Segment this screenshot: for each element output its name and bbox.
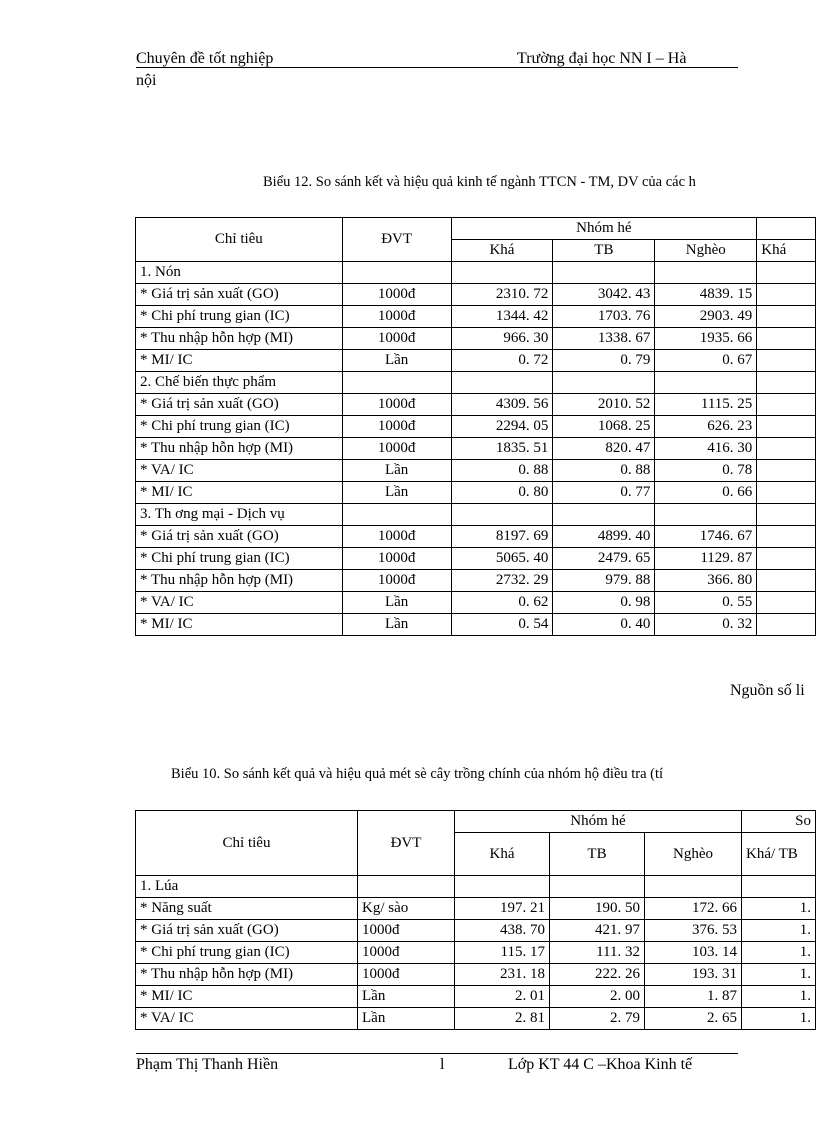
- table10-row-label: * Giá trị sản xuất (GO): [136, 920, 358, 942]
- table12-row-ngheo: 0. 66: [655, 482, 757, 504]
- table12-source: Nguồn số li: [730, 682, 805, 699]
- table12-head-dvt: ĐVT: [342, 218, 451, 262]
- table12-row-tb: [553, 262, 655, 284]
- table12-caption: Biểu 12. So sánh kết và hiệu quả kinh tế ngành TTCN - TM, DV của các h: [263, 174, 696, 190]
- table12-row-ngheo: 0. 32: [655, 614, 757, 636]
- table10-row: [136, 964, 816, 986]
- table12-row: [136, 570, 816, 592]
- table10-row-ngheo: 193. 31: [645, 964, 742, 986]
- table12-row-ngheo: 0. 67: [655, 350, 757, 372]
- table12: [135, 217, 816, 636]
- table12-row-kha: 1835. 51: [451, 438, 553, 460]
- table10-row-kha: 438. 70: [455, 920, 550, 942]
- table12-row-extra: [757, 614, 816, 636]
- footer-class: Lớp KT 44 C –Khoa Kinh tế: [508, 1056, 693, 1073]
- footer-rule: [136, 1053, 738, 1054]
- table10-row-unit: [358, 876, 455, 898]
- table12-row-label: * Giá trị sản xuất (GO): [136, 394, 343, 416]
- table12-row-ngheo: 626. 23: [655, 416, 757, 438]
- table10-row-unit: 1000đ: [358, 942, 455, 964]
- table10-row-ngheo: 376. 53: [645, 920, 742, 942]
- table12-row-kha: [451, 504, 553, 526]
- table12-row-ngheo: 1935. 66: [655, 328, 757, 350]
- table12-row-label: 1. Nón: [136, 262, 343, 284]
- table12-row-extra: [757, 592, 816, 614]
- table10-row-kha: 2. 81: [455, 1008, 550, 1030]
- table12-row-tb: 979. 88: [553, 570, 655, 592]
- footer-author: Phạm Thị Thanh Hiền: [136, 1056, 279, 1073]
- table10-head-ngheo: Nghèo: [645, 833, 742, 876]
- table12-row-kha: 2732. 29: [451, 570, 553, 592]
- table10-row-label: * VA/ IC: [136, 1008, 358, 1030]
- table10-head-tb: TB: [550, 833, 645, 876]
- table12-row: [136, 284, 816, 306]
- header-right-continued: nội: [136, 72, 157, 89]
- table10-row-extra: 1.: [742, 920, 816, 942]
- table10-row: [136, 986, 816, 1008]
- table12-row-kha: 5065. 40: [451, 548, 553, 570]
- table12-row-unit: Lần: [342, 482, 451, 504]
- table12-row-kha: 966. 30: [451, 328, 553, 350]
- header-left: Chuyên đề tốt nghiệp: [136, 50, 274, 67]
- table12-row-kha: [451, 262, 553, 284]
- table12-row-unit: 1000đ: [342, 328, 451, 350]
- table10-row: [136, 898, 816, 920]
- table12-row-ngheo: 1129. 87: [655, 548, 757, 570]
- table12-row-tb: 2479. 65: [553, 548, 655, 570]
- table12-row-unit: Lần: [342, 460, 451, 482]
- table12-row-kha: 2310. 72: [451, 284, 553, 306]
- table12-row-kha: 0. 62: [451, 592, 553, 614]
- table12-row-extra: [757, 262, 816, 284]
- header-rule: [136, 67, 738, 68]
- table10-row-kha: [455, 876, 550, 898]
- table10-row-label: * Chi phí trung gian (IC): [136, 942, 358, 964]
- table10-head-chitieu: Chỉ tiêu: [136, 811, 358, 876]
- table10-row-unit: Lần: [358, 1008, 455, 1030]
- table10-row-ngheo: 172. 66: [645, 898, 742, 920]
- table12-row-tb: 0. 40: [553, 614, 655, 636]
- table10-row-extra: 1.: [742, 898, 816, 920]
- table12-row-label: * MI/ IC: [136, 350, 343, 372]
- table12-row: [136, 416, 816, 438]
- table12-row-kha: [451, 372, 553, 394]
- table12-row-extra: [757, 570, 816, 592]
- table12-row: [136, 526, 816, 548]
- table12-row: [136, 548, 816, 570]
- table12-row-extra: [757, 416, 816, 438]
- table12-row-unit: [342, 504, 451, 526]
- table10-head-dvt: ĐVT: [358, 811, 455, 876]
- table12-row-label: * Chi phí trung gian (IC): [136, 416, 343, 438]
- table12-row-extra: [757, 306, 816, 328]
- table10-row-tb: [550, 876, 645, 898]
- table10-row-tb: 421. 97: [550, 920, 645, 942]
- table10-row-tb: 222. 26: [550, 964, 645, 986]
- table12-row-unit: 1000đ: [342, 416, 451, 438]
- table12-row-extra: [757, 328, 816, 350]
- table12-row-unit: 1000đ: [342, 394, 451, 416]
- table12-row: [136, 262, 816, 284]
- table10-head-kha: Khá: [455, 833, 550, 876]
- table12-row-label: 2. Chế biến thực phẩm: [136, 372, 343, 394]
- table10-row-ngheo: 1. 87: [645, 986, 742, 1008]
- table10-row-extra: 1.: [742, 986, 816, 1008]
- table10-row-kha: 115. 17: [455, 942, 550, 964]
- table12-row-ngheo: 4839. 15: [655, 284, 757, 306]
- table12-head-group: Nhóm hé: [451, 218, 757, 240]
- table12-row-unit: Lần: [342, 614, 451, 636]
- table12-row-tb: 0. 77: [553, 482, 655, 504]
- table12-row-tb: 1068. 25: [553, 416, 655, 438]
- table10-row-ngheo: 2. 65: [645, 1008, 742, 1030]
- table10-row-extra: 1.: [742, 942, 816, 964]
- table12-row-kha: 0. 54: [451, 614, 553, 636]
- table10-row-unit: Lần: [358, 986, 455, 1008]
- table10-caption: Biểu 10. So sánh kết quả và hiệu quả mét sè cây trồng chính của nhóm hộ điều tra (tí: [171, 766, 664, 782]
- table12-row-ngheo: 1115. 25: [655, 394, 757, 416]
- table12-row-ngheo: 1746. 67: [655, 526, 757, 548]
- table10-row-ngheo: 103. 14: [645, 942, 742, 964]
- table12-row-tb: 1703. 76: [553, 306, 655, 328]
- table10-row-tb: 111. 32: [550, 942, 645, 964]
- table12-row-tb: 820. 47: [553, 438, 655, 460]
- table12-row-ngheo: 0. 78: [655, 460, 757, 482]
- table12-row-tb: 1338. 67: [553, 328, 655, 350]
- table10-row-kha: 231. 18: [455, 964, 550, 986]
- table10-row-label: * Năng suất: [136, 898, 358, 920]
- table12-head-cut: Khá: [757, 240, 816, 262]
- table12-row-extra: [757, 526, 816, 548]
- table12-row-unit: 1000đ: [342, 570, 451, 592]
- table10-row-extra: [742, 876, 816, 898]
- table10-row-label: * MI/ IC: [136, 986, 358, 1008]
- table12-row-unit: [342, 372, 451, 394]
- table12-row-label: * Thu nhập hỗn hợp (MI): [136, 328, 343, 350]
- table12-row-unit: 1000đ: [342, 284, 451, 306]
- table12-row-extra: [757, 504, 816, 526]
- table12-head-cut-blank: [757, 218, 816, 240]
- table12-row-label: * MI/ IC: [136, 614, 343, 636]
- table12-row-label: * Thu nhập hỗn hợp (MI): [136, 438, 343, 460]
- table12-row-label: * Giá trị sản xuất (GO): [136, 526, 343, 548]
- table12-row-extra: [757, 460, 816, 482]
- table10-row: [136, 1008, 816, 1030]
- table12-row-unit: Lần: [342, 592, 451, 614]
- table10-row: [136, 876, 816, 898]
- table12-row-ngheo: 366. 80: [655, 570, 757, 592]
- table12-row: [136, 614, 816, 636]
- table10-row-unit: 1000đ: [358, 920, 455, 942]
- table12-row-ngheo: [655, 504, 757, 526]
- table12-row-tb: 2010. 52: [553, 394, 655, 416]
- table10-header-row: [136, 811, 816, 833]
- table12-row-kha: 2294. 05: [451, 416, 553, 438]
- table10-row-ngheo: [645, 876, 742, 898]
- table10: [135, 810, 816, 1030]
- table12-row: [136, 306, 816, 328]
- table12-row-extra: [757, 372, 816, 394]
- table10-row: [136, 942, 816, 964]
- table12-row: [136, 460, 816, 482]
- table10-row-tb: 2. 00: [550, 986, 645, 1008]
- table12-row-label: 3. Th ơng mại - Dịch vụ: [136, 504, 343, 526]
- table12-row-extra: [757, 350, 816, 372]
- table12-row-extra: [757, 482, 816, 504]
- table10-row-label: 1. Lúa: [136, 876, 358, 898]
- table12-row-unit: 1000đ: [342, 438, 451, 460]
- table12-row-label: * VA/ IC: [136, 592, 343, 614]
- table12-row-kha: 0. 80: [451, 482, 553, 504]
- table12-row-extra: [757, 284, 816, 306]
- table10-row-unit: Kg/ sào: [358, 898, 455, 920]
- table12-row-kha: 0. 88: [451, 460, 553, 482]
- footer-page-number: l: [440, 1056, 445, 1073]
- table10-head-cut: Khá/ TB: [742, 833, 816, 876]
- table12-row: [136, 592, 816, 614]
- header-right: Trường đại học NN I – Hà: [517, 50, 687, 67]
- table12-row-tb: [553, 504, 655, 526]
- table12-header-row: [136, 218, 816, 240]
- table12-row-extra: [757, 394, 816, 416]
- table12-row-label: * Thu nhập hỗn hợp (MI): [136, 570, 343, 592]
- table12-row-tb: 0. 88: [553, 460, 655, 482]
- table10-row-kha: 197. 21: [455, 898, 550, 920]
- table12-row-unit: [342, 262, 451, 284]
- table12-row-tb: 0. 98: [553, 592, 655, 614]
- table12-row: [136, 328, 816, 350]
- table12-row-label: * Chi phí trung gian (IC): [136, 306, 343, 328]
- table12-row: [136, 394, 816, 416]
- table12-row-tb: [553, 372, 655, 394]
- table12-row: [136, 438, 816, 460]
- table12-row-tb: 4899. 40: [553, 526, 655, 548]
- table10-head-cut-group: So: [742, 811, 816, 833]
- table12-row: [136, 372, 816, 394]
- table12-row: [136, 504, 816, 526]
- table12-row-extra: [757, 548, 816, 570]
- table12-row-extra: [757, 438, 816, 460]
- table12-head-tb: TB: [553, 240, 655, 262]
- table10-row-unit: 1000đ: [358, 964, 455, 986]
- table12-row-ngheo: 0. 55: [655, 592, 757, 614]
- table12-row-unit: Lần: [342, 350, 451, 372]
- table12-row-ngheo: 2903. 49: [655, 306, 757, 328]
- table12-row-unit: 1000đ: [342, 548, 451, 570]
- table12-row-kha: 8197. 69: [451, 526, 553, 548]
- table12-head-ngheo: Nghèo: [655, 240, 757, 262]
- table12-row: [136, 350, 816, 372]
- table10-row-kha: 2. 01: [455, 986, 550, 1008]
- table12-row-kha: 0. 72: [451, 350, 553, 372]
- table12-row-ngheo: [655, 262, 757, 284]
- table12-row-unit: 1000đ: [342, 526, 451, 548]
- table10-row-label: * Thu nhập hỗn hợp (MI): [136, 964, 358, 986]
- table12-row-tb: 3042. 43: [553, 284, 655, 306]
- table12-row-label: * Giá trị sản xuất (GO): [136, 284, 343, 306]
- table10-row-tb: 2. 79: [550, 1008, 645, 1030]
- table12-row-ngheo: 416. 30: [655, 438, 757, 460]
- table10-row-extra: 1.: [742, 1008, 816, 1030]
- table10-row: [136, 920, 816, 942]
- table12-row-label: * Chi phí trung gian (IC): [136, 548, 343, 570]
- table12-row-ngheo: [655, 372, 757, 394]
- table12-row-kha: 4309. 56: [451, 394, 553, 416]
- table10-head-group: Nhóm hé: [455, 811, 742, 833]
- table12-head-chitieu: Chỉ tiêu: [136, 218, 343, 262]
- table12-row-tb: 0. 79: [553, 350, 655, 372]
- table12-head-kha: Khá: [451, 240, 553, 262]
- table12-row-kha: 1344. 42: [451, 306, 553, 328]
- table10-row-tb: 190. 50: [550, 898, 645, 920]
- table12-row-label: * VA/ IC: [136, 460, 343, 482]
- table12-row-unit: 1000đ: [342, 306, 451, 328]
- table10-row-extra: 1.: [742, 964, 816, 986]
- table12-row-label: * MI/ IC: [136, 482, 343, 504]
- table12-row: [136, 482, 816, 504]
